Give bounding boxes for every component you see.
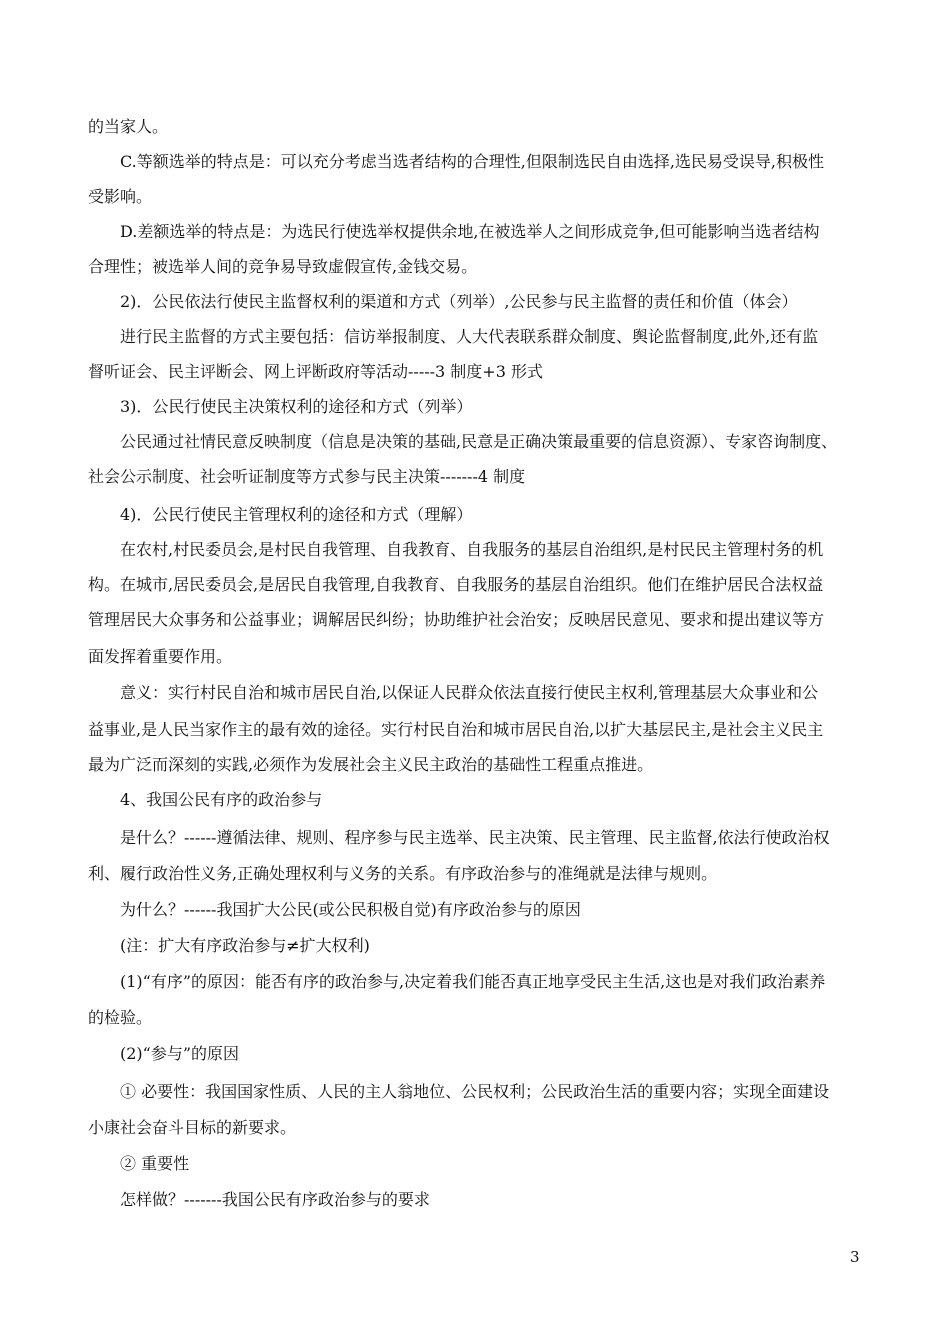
text-line: (注：扩大有序政治参与≠扩大权利) bbox=[120, 936, 370, 955]
text-line: 为什么？------我国扩大公民(或公民积极自觉)有序政治参与的原因 bbox=[120, 900, 581, 919]
text-line: 2)．公民依法行使民主监督权利的渠道和方式（列举）,公民参与民主监督的责任和价值（体会） bbox=[120, 292, 798, 311]
text-line: 受影响。 bbox=[88, 187, 153, 206]
text-line: 进行民主监督的方式主要包括：信访举报制度、人大代表联系群众制度、舆论监督制度,此外,还有监 bbox=[120, 327, 819, 346]
text-line: 利、履行政治性义务,正确处理权利与义务的关系。有序政治参与的准绳就是法律与规则。 bbox=[88, 864, 718, 883]
text-line: 的当家人。 bbox=[88, 117, 169, 136]
text-line: 是什么？------遵循法律、规则、程序参与民主选举、民主决策、民主管理、民主监督,依法行使政治权 bbox=[120, 828, 830, 847]
text-line: 社会公示制度、社会听证制度等方式参与民主决策-------4 制度 bbox=[88, 467, 526, 486]
text-line: 4)．公民行使民主管理权利的途径和方式（理解） bbox=[120, 505, 473, 524]
text-line: 在农村,村民委员会,是村民自我管理、自我教育、自我服务的基层自治组织,是村民民主管理村务的机 bbox=[120, 540, 824, 559]
text-line: ① 必要性：我国国家性质、人民的主人翁地位、公民权利；公民政治生活的重要内容；实现全面建设 bbox=[120, 1082, 830, 1101]
text-line: 小康社会奋斗目标的新要求。 bbox=[88, 1118, 297, 1137]
text-line: ② 重要性 bbox=[120, 1154, 190, 1173]
text-line: C.等额选举的特点是：可以充分考虑当选者结构的合理性,但限制选民自由选择,选民易受误导,积极性 bbox=[120, 152, 825, 171]
page-number: 3 bbox=[850, 1248, 860, 1266]
text-line: 督听证会、民主评断会、网上评断政府等活动-----3 制度+3 形式 bbox=[88, 362, 543, 381]
text-line: (1)“有序”的原因：能否有序的政治参与,决定着我们能否真正地享受民主生活,这也是对我们政治素养 bbox=[120, 972, 826, 991]
text-line: 最为广泛而深刻的实践,必须作为发展社会主义民主政治的基础性工程重点推进。 bbox=[88, 755, 654, 774]
text-line: 3)．公民行使民主决策权利的途径和方式（列举） bbox=[120, 397, 473, 416]
text-line: 公民通过社情民意反映制度（信息是决策的基础,民意是正确决策最重要的信息资源）、专家咨询制度、 bbox=[120, 432, 838, 451]
text-line: 管理居民大众事务和公益事业；调解居民纠纷；协助维护社会治安；反映居民意见、要求和提出建议等方 bbox=[88, 610, 825, 629]
text-line: 合理性；被选举人间的竞争易导致虚假宣传,金钱交易。 bbox=[88, 257, 478, 276]
text-line: (2)“参与”的原因 bbox=[120, 1044, 240, 1063]
text-line: 怎样做？-------我国公民有序政治参与的要求 bbox=[120, 1190, 430, 1209]
text-line: 意义：实行村民自治和城市居民自治,以保证人民群众依法直接行使民主权利,管理基层大众事业和公 bbox=[120, 683, 819, 702]
text-line: 面发挥着重要作用。 bbox=[88, 647, 233, 666]
text-line: 构。在城市,居民委员会,是居民自我管理,自我教育、自我服务的基层自治组织。他们在维护居民合法权益 bbox=[88, 575, 824, 594]
text-line: 的检验。 bbox=[88, 1008, 153, 1027]
text-line: D.差额选举的特点是：为选民行使选举权提供余地,在被选举人之间形成竞争,但可能影响当选者结构 bbox=[120, 222, 820, 241]
text-line: 4、我国公民有序的政治参与 bbox=[120, 790, 323, 809]
text-line: 益事业,是人民当家作主的最有效的途径。实行村民自治和城市居民自治,以扩大基层民主,是社会主义民主 bbox=[88, 720, 824, 739]
